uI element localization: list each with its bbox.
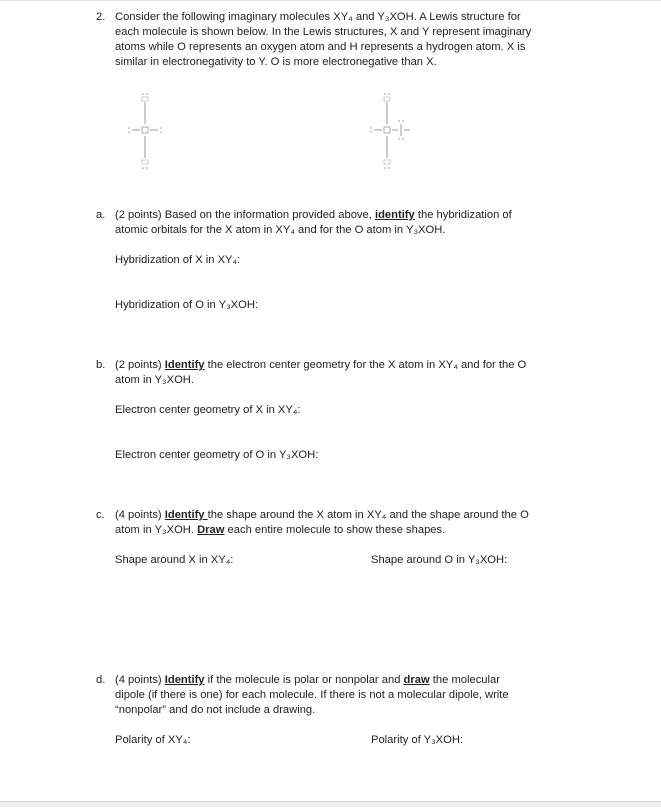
lewis-structure-y3xoh — [370, 88, 412, 174]
part-d-line-3: “nonpolar” and do not include a drawing. — [115, 704, 316, 716]
question-line-3: atoms while O represents an oxygen atom and H represents a hydrogen atom. X is — [115, 41, 526, 53]
part-a-points: (2 points) Based on the information provided above, — [115, 209, 375, 221]
part-b-line-1 — [115, 358, 526, 373]
part-b-prompt-1: Electron center geometry of X in XY₄: — [115, 404, 301, 416]
part-c-keyword: Identify — [164, 509, 208, 521]
part-b-points: (2 points) — [115, 359, 165, 371]
part-a-prompt-2: Hybridization of O in Y₃XOH: — [115, 299, 259, 311]
lewis-structure-xy4 — [128, 88, 162, 174]
part-d-line-2: dipole (if there is one) for each molecule. If there is not a molecular dipole, write — [115, 689, 509, 701]
part-c-line-1 — [115, 508, 529, 523]
part-c-prompt-2: Shape around O in Y₃XOH: — [371, 554, 508, 566]
page-top-edge — [0, 0, 661, 1]
part-a-line-2: atomic orbitals for the X atom in XY₄ and for the O atom in Y₃XOH. — [115, 224, 446, 236]
part-d-label: d. — [96, 674, 106, 686]
part-b-label: b. — [96, 359, 106, 371]
part-d-keyword: Identify — [164, 674, 205, 686]
part-c-line-2-start: atom in Y₃XOH. — [115, 524, 198, 536]
part-d-rest-2: the molecular — [429, 674, 500, 686]
part-a-label: a. — [96, 209, 106, 221]
part-d-line-1 — [115, 673, 500, 688]
part-c-prompt-1: Shape around X in XY₄: — [115, 554, 234, 566]
part-c-rest: the shape around the X atom in XY₄ and the shape around the O — [207, 509, 529, 521]
part-b-rest: the electron center geometry for the X atom in XY₄ and for the O — [204, 359, 527, 371]
part-b-keyword: Identify — [164, 359, 205, 371]
part-b-line-2: atom in Y₃XOH. — [115, 374, 194, 386]
part-c-points: (4 points) — [115, 509, 165, 521]
question-line-4: similar in electronegativity to Y. O is more electronegative than X. — [115, 56, 437, 68]
part-d-keyword-2: draw — [403, 674, 430, 686]
part-d-prompt-2: Polarity of Y₃XOH: — [371, 734, 464, 746]
part-a-prompt-1: Hybridization of X in XY₄: — [115, 254, 241, 266]
part-b-prompt-2: Electron center geometry of O in Y₃XOH: — [115, 449, 319, 461]
question-number: 2. — [96, 11, 106, 23]
part-c-label: c. — [96, 509, 105, 521]
part-d-prompt-1: Polarity of XY₄: — [115, 734, 191, 746]
part-a-keyword: identify — [374, 209, 415, 221]
part-a-line-1 — [115, 208, 512, 223]
part-d-rest-1: if the molecule is polar or nonpolar and — [204, 674, 404, 686]
page-bottom-edge — [0, 801, 661, 807]
part-c-keyword-2: Draw — [197, 524, 225, 536]
question-line-2: each molecule is shown below. In the Lewis structures, X and Y represent imaginary — [115, 26, 532, 38]
part-a-rest: the hybridization of — [414, 209, 512, 221]
part-c-line-2-end: each entire molecule to show these shapes. — [224, 524, 446, 536]
part-d-points: (4 points) — [115, 674, 165, 686]
part-c-line-2 — [115, 523, 445, 538]
question-line-1: Consider the following imaginary molecules XY₄ and Y₃XOH. A Lewis structure for — [115, 11, 521, 23]
